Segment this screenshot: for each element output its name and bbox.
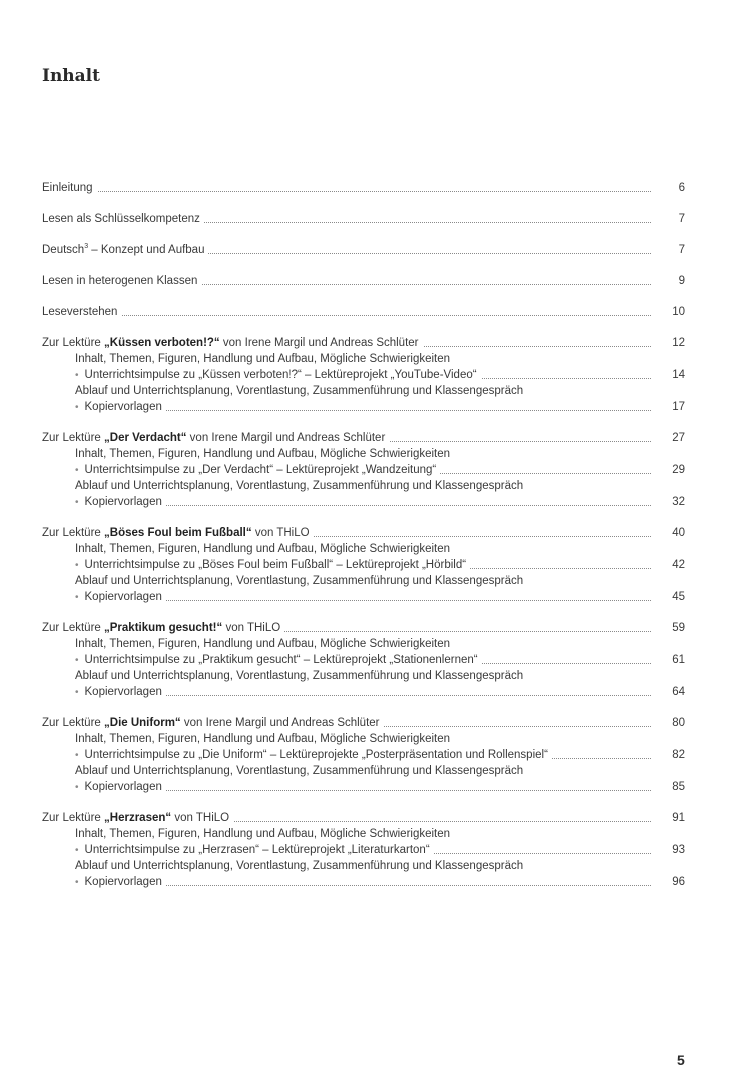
- toc-entry[interactable]: [42, 304, 685, 320]
- book-author: von Irene Margil und Andreas Schlüter: [189, 432, 386, 444]
- kopiervorlagen-entry[interactable]: [42, 494, 685, 510]
- book-title: „Küssen verboten!?“: [104, 337, 220, 349]
- toc-entry[interactable]: [42, 273, 685, 289]
- bullet-icon: •: [75, 402, 79, 413]
- book-title: „Die Uniform“: [104, 717, 181, 729]
- section-heading-label: Zur Lektüre „Praktikum gesucht!“ von THiLO: [42, 622, 284, 634]
- toc-entry-page: 40: [668, 525, 685, 541]
- impulse-label: • Unterrichtsimpulse zu „Herzrasen“ – Lektüreprojekt „Literaturkarton“: [75, 844, 434, 856]
- section-ablauf: Ablauf und Unterrichtsplanung, Vorentlastung, Zusammenführung und Klassengespräch: [75, 670, 524, 682]
- book-section: [42, 335, 685, 430]
- book-title: „Der Verdacht“: [104, 432, 187, 444]
- section-heading[interactable]: [42, 525, 685, 541]
- toc-entry-page: 7: [675, 211, 685, 227]
- toc-entry-page: 29: [668, 462, 685, 478]
- toc-entry-page: 14: [668, 367, 685, 383]
- section-heading-label: Zur Lektüre „Küssen verboten!?“ von Irene Margil und Andreas Schlüter: [42, 337, 423, 349]
- book-sections: [42, 335, 685, 905]
- section-ablauf: Ablauf und Unterrichtsplanung, Vorentlastung, Zusammenführung und Klassengespräch: [75, 860, 524, 872]
- toc-entry-page: 93: [668, 842, 685, 858]
- kopiervorlagen-label: • Kopiervorlagen: [75, 591, 166, 603]
- book-author: von THiLO: [174, 812, 230, 824]
- book-author: von THiLO: [225, 622, 281, 634]
- toc-entry-page: 27: [668, 430, 685, 446]
- page-title: Inhalt: [42, 66, 100, 86]
- toc-entry-label: Leseverstehen: [42, 306, 121, 318]
- page-number: 5: [677, 1052, 685, 1068]
- toc-entry-page: 7: [675, 242, 685, 258]
- bullet-icon: •: [75, 497, 79, 508]
- toc-entry-page: 42: [668, 557, 685, 573]
- bullet-icon: •: [75, 782, 79, 793]
- toc-entry-page: 17: [668, 399, 685, 415]
- bullet-icon: •: [75, 877, 79, 888]
- section-heading-label: Zur Lektüre „Die Uniform“ von Irene Margil und Andreas Schlüter: [42, 717, 384, 729]
- book-title: „Herzrasen“: [104, 812, 172, 824]
- book-author: von THiLO: [254, 527, 310, 539]
- kopiervorlagen-label: • Kopiervorlagen: [75, 781, 166, 793]
- bullet-icon: •: [75, 370, 79, 381]
- book-section: [42, 810, 685, 905]
- section-summary: Inhalt, Themen, Figuren, Handlung und Aufbau, Mögliche Schwierigkeiten: [75, 638, 451, 650]
- toc-entry-page: 96: [668, 874, 685, 890]
- toc-entry[interactable]: [42, 242, 685, 258]
- impulse-label: • Unterrichtsimpulse zu „Böses Foul beim Fußball“ – Lektüreprojekt „Hörbild“: [75, 559, 470, 571]
- toc-entry[interactable]: [42, 180, 685, 196]
- toc-entry-page: 85: [668, 779, 685, 795]
- toc-entry[interactable]: [42, 211, 685, 227]
- section-heading[interactable]: [42, 810, 685, 826]
- kopiervorlagen-entry[interactable]: [42, 874, 685, 890]
- toc-entry-label: Lesen als Schlüsselkompetenz: [42, 213, 204, 225]
- kopiervorlagen-entry[interactable]: [42, 399, 685, 415]
- book-section: [42, 620, 685, 715]
- section-heading[interactable]: [42, 715, 685, 731]
- book-title: „Böses Foul beim Fußball“: [104, 527, 252, 539]
- toc-entry-label: Deutsch$^3$ – Konzept und Aufbau: [42, 244, 208, 256]
- toc-entry-page: 9: [675, 273, 685, 289]
- section-heading-label: Zur Lektüre „Herzrasen“ von THiLO: [42, 812, 233, 824]
- book-author: von Irene Margil und Andreas Schlüter: [222, 337, 419, 349]
- impulse-label: • Unterrichtsimpulse zu „Praktikum gesucht“ – Lektüreprojekt „Stationenlernen“: [75, 654, 482, 666]
- toc-entry-page: 80: [668, 715, 685, 731]
- bullet-icon: •: [75, 655, 79, 666]
- book-title: „Praktikum gesucht!“: [104, 622, 223, 634]
- toc-entry-label: Einleitung: [42, 182, 97, 194]
- impulse-entry[interactable]: [42, 652, 685, 668]
- kopiervorlagen-label: • Kopiervorlagen: [75, 876, 166, 888]
- kopiervorlagen-label: • Kopiervorlagen: [75, 401, 166, 413]
- section-ablauf: Ablauf und Unterrichtsplanung, Vorentlastung, Zusammenführung und Klassengespräch: [75, 575, 524, 587]
- toc-entry-page: 59: [668, 620, 685, 636]
- toc-entry-page: 64: [668, 684, 685, 700]
- section-heading[interactable]: [42, 620, 685, 636]
- toc-entry-page: 6: [675, 180, 685, 196]
- book-author: von Irene Margil und Andreas Schlüter: [183, 717, 380, 729]
- section-summary: Inhalt, Themen, Figuren, Handlung und Aufbau, Mögliche Schwierigkeiten: [75, 828, 451, 840]
- bullet-icon: •: [75, 750, 79, 761]
- kopiervorlagen-label: • Kopiervorlagen: [75, 496, 166, 508]
- book-section: [42, 715, 685, 810]
- book-section: [42, 525, 685, 620]
- impulse-label: • Unterrichtsimpulse zu „Die Uniform“ – Lektüreprojekte „Posterpräsentation und Rollenspiel“: [75, 749, 552, 761]
- impulse-entry[interactable]: [42, 557, 685, 573]
- toc-entry-page: 45: [668, 589, 685, 605]
- section-ablauf: Ablauf und Unterrichtsplanung, Vorentlastung, Zusammenführung und Klassengespräch: [75, 480, 524, 492]
- section-heading[interactable]: [42, 430, 685, 446]
- bullet-icon: •: [75, 845, 79, 856]
- section-ablauf: Ablauf und Unterrichtsplanung, Vorentlastung, Zusammenführung und Klassengespräch: [75, 385, 524, 397]
- toc-entry-page: 12: [668, 335, 685, 351]
- bullet-icon: •: [75, 560, 79, 571]
- kopiervorlagen-entry[interactable]: [42, 589, 685, 605]
- impulse-label: • Unterrichtsimpulse zu „Küssen verboten!?“ – Lektüreprojekt „YouTube-Video“: [75, 369, 481, 381]
- impulse-entry[interactable]: [42, 462, 685, 478]
- section-summary: Inhalt, Themen, Figuren, Handlung und Aufbau, Mögliche Schwierigkeiten: [75, 543, 451, 555]
- book-section: [42, 430, 685, 525]
- section-summary: Inhalt, Themen, Figuren, Handlung und Aufbau, Mögliche Schwierigkeiten: [75, 733, 451, 745]
- section-ablauf: Ablauf und Unterrichtsplanung, Vorentlastung, Zusammenführung und Klassengespräch: [75, 765, 524, 777]
- kopiervorlagen-entry[interactable]: [42, 684, 685, 700]
- kopiervorlagen-entry[interactable]: [42, 779, 685, 795]
- bullet-icon: •: [75, 592, 79, 603]
- toc-entry-page: 91: [668, 810, 685, 826]
- toc-entry-page: 10: [668, 304, 685, 320]
- table-of-contents: [42, 180, 685, 905]
- section-summary: Inhalt, Themen, Figuren, Handlung und Aufbau, Mögliche Schwierigkeiten: [75, 448, 451, 460]
- kopiervorlagen-label: • Kopiervorlagen: [75, 686, 166, 698]
- impulse-entry[interactable]: [42, 747, 685, 763]
- impulse-label: • Unterrichtsimpulse zu „Der Verdacht“ – Lektüreprojekt „Wandzeitung“: [75, 464, 440, 476]
- toc-entry-label: Lesen in heterogenen Klassen: [42, 275, 201, 287]
- section-heading[interactable]: [42, 335, 685, 351]
- section-heading-label: Zur Lektüre „Der Verdacht“ von Irene Margil und Andreas Schlüter: [42, 432, 389, 444]
- toc-entry-page: 61: [668, 652, 685, 668]
- bullet-icon: •: [75, 687, 79, 698]
- impulse-entry[interactable]: [42, 367, 685, 383]
- toc-entry-page: 82: [668, 747, 685, 763]
- section-summary: Inhalt, Themen, Figuren, Handlung und Aufbau, Mögliche Schwierigkeiten: [75, 353, 451, 365]
- bullet-icon: •: [75, 465, 79, 476]
- impulse-entry[interactable]: [42, 842, 685, 858]
- toc-entry-page: 32: [668, 494, 685, 510]
- section-heading-label: Zur Lektüre „Böses Foul beim Fußball“ von THiLO: [42, 527, 314, 539]
